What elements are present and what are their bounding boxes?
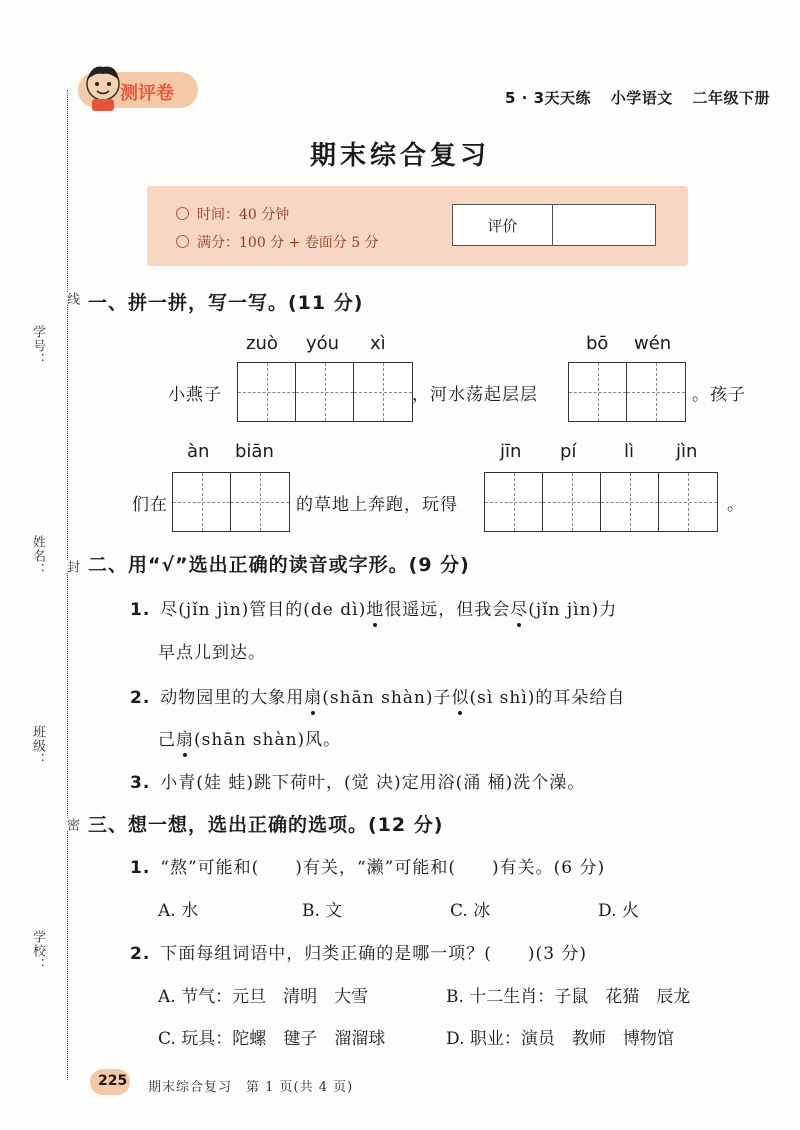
pinyin: jīn	[500, 441, 522, 462]
sentence-part: 。孩子	[692, 385, 746, 405]
grade: 二年级下册	[692, 89, 771, 107]
badge-label: 测评卷	[120, 83, 174, 104]
pinyin: xì	[370, 333, 386, 354]
pinyin: àn	[187, 441, 210, 462]
name-label: 姓名：	[30, 535, 45, 577]
evaluation-field[interactable]	[553, 205, 655, 245]
evaluation-box	[452, 204, 656, 246]
school-label: 学校：	[30, 930, 45, 972]
question-2-2: 2. 动物园里的大象用扇(shān shàn)子似(sì shì)的耳朵给自	[130, 688, 626, 708]
writing-grid[interactable]	[237, 362, 413, 422]
option-a[interactable]: A. 节气：元旦 清明 大雪	[158, 987, 369, 1007]
option-a[interactable]: A. 水	[158, 901, 199, 921]
series-name: 5 · 3天天练	[505, 89, 592, 107]
evaluation-label: 评价	[453, 205, 553, 245]
option-b[interactable]: B. 文	[302, 901, 343, 921]
sentence-part: ，河水荡起层层	[412, 385, 538, 405]
pinyin: jìn	[676, 441, 698, 462]
time-info: 时间：40 分钟	[176, 204, 289, 224]
binding-seal-mark: 封	[64, 560, 79, 573]
sentence-part: 小燕子	[168, 385, 222, 405]
option-c[interactable]: C. 玩具：陀螺 毽子 溜溜球	[158, 1029, 386, 1049]
student-id-label: 学号：	[30, 325, 45, 367]
footer-text: 期末综合复习 第 1 页(共 4 页)	[148, 1080, 354, 1095]
sentence-part: 的草地上奔跑，玩得	[296, 495, 458, 515]
page-title: 期末综合复习	[309, 141, 490, 171]
clock-icon	[176, 207, 189, 220]
option-d[interactable]: D. 职业：演员 教师 博物馆	[446, 1029, 674, 1049]
writing-grid[interactable]	[172, 472, 290, 532]
question-2-3: 3. 小青(娃 蛙)跳下荷叶，(觉 决)定用浴(涌 桶)洗个澡。	[130, 773, 586, 793]
question-2-1: 1. 尽(jǐn jìn)管目的(de dì)地很遥远，但我会尽(jǐn jìn)力	[130, 600, 618, 620]
pinyin: lì	[624, 441, 635, 462]
pinyin: pí	[560, 441, 577, 462]
subject: 小学语文	[610, 89, 673, 107]
writing-grid[interactable]	[568, 362, 686, 422]
sentence-part: 。	[727, 495, 745, 515]
question-3-1: 1. “熬”可能和( )有关，“濑”可能和( )有关。(6 分)	[130, 858, 606, 878]
question-2-1-cont: 早点儿到达。	[158, 643, 266, 663]
binding-dense-mark: 密	[64, 818, 79, 831]
option-b[interactable]: B. 十二生肖：子鼠 花猫 辰龙	[446, 987, 691, 1007]
binding-line-mark: 线	[64, 292, 79, 305]
check-icon	[176, 235, 189, 248]
binding-dotted-line	[67, 90, 68, 1080]
question-3-2: 2. 下面每组词语中，归类正确的是哪一项？( )(3 分)	[130, 944, 588, 964]
pinyin: biān	[235, 441, 274, 462]
pinyin: bō	[586, 333, 609, 354]
writing-grid[interactable]	[484, 472, 718, 532]
pinyin: yóu	[306, 333, 340, 354]
section-2-heading: 二、用“√”选出正确的读音或字形。(9 分)	[88, 554, 470, 576]
pinyin: zuò	[246, 333, 278, 354]
section-1-heading: 一、拼一拼，写一写。(11 分)	[88, 292, 364, 314]
series-header	[505, 87, 770, 108]
score-info: 满分：100 分 + 卷面分 5 分	[176, 232, 379, 252]
sentence-part: 们在	[132, 495, 168, 515]
option-c[interactable]: C. 冰	[450, 901, 491, 921]
section-3-heading: 三、想一想，选出正确的选项。(12 分)	[88, 814, 444, 836]
class-label: 班级：	[30, 725, 45, 767]
pinyin: wén	[634, 333, 672, 354]
option-d[interactable]: D. 火	[598, 901, 639, 921]
question-2-2-cont: 己扇(shān shàn)风。	[158, 730, 342, 750]
page-number: 225	[98, 1073, 128, 1089]
